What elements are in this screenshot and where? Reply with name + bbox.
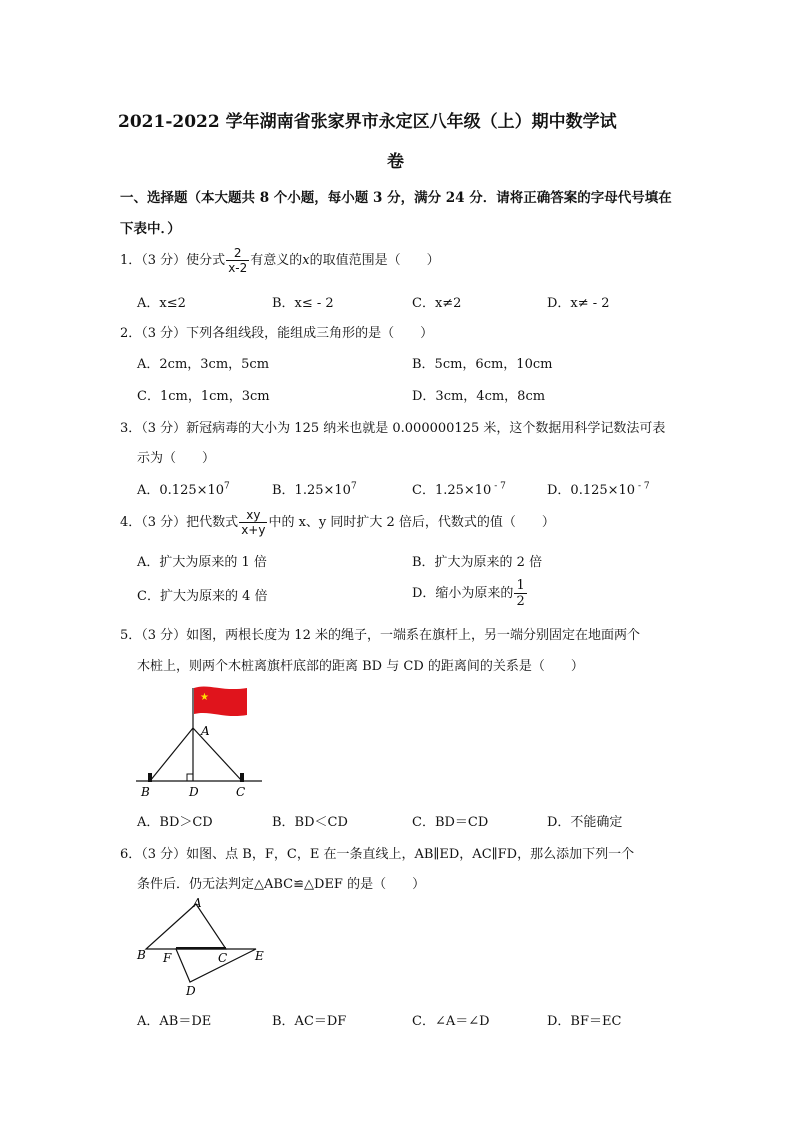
q6-option-d[interactable]: D．BF＝EC: [547, 1014, 622, 1029]
section-header-cont: 下表中．）: [120, 221, 181, 237]
question-3: 3．（3 分）新冠病毒的大小为 125 纳米也就是 0.000000125 米，这个数据用科学记数法可表: [120, 421, 666, 436]
q2-option-b[interactable]: B．5cm，6cm，10cm: [412, 357, 553, 372]
q5-option-b[interactable]: B．BD＜CD: [272, 815, 348, 830]
label-d: D: [186, 984, 196, 998]
q3-option-b-base: B．1.25×10: [272, 483, 351, 498]
q1-fraction: [226, 246, 249, 275]
label-c: C: [236, 785, 246, 799]
triangle-abc: [146, 904, 226, 949]
question-3-cont: 示为（ ）: [137, 451, 216, 466]
question-6-cont: 条件后．仍无法判定△ABC≌△DEF 的是（ ）: [137, 877, 426, 892]
label-b: B: [141, 785, 150, 799]
q5-option-c[interactable]: C．BD＝CD: [412, 815, 489, 830]
q1-fraction-den: x-2: [228, 261, 248, 275]
q1-var: x: [302, 253, 310, 268]
stake-c: [240, 773, 244, 782]
q1-suffix-a: 有意义的: [250, 253, 303, 268]
q4-d-den: 2: [516, 594, 525, 609]
q4-d-num: 1: [516, 578, 525, 593]
q2-option-c[interactable]: C．1cm，1cm，3cm: [137, 389, 270, 404]
label-c: C: [218, 951, 228, 965]
q3-option-d-exp: - 7: [635, 481, 650, 492]
q3-option-b[interactable]: [272, 479, 357, 498]
label-f: F: [163, 951, 172, 965]
q3-option-b-exp: 7: [350, 481, 357, 492]
question-5: 5．（3 分）如图，两根长度为 12 米的绳子，一端系在旗杆上，另一端分别固定在地面两个: [120, 628, 640, 643]
q6-option-a[interactable]: A．AB＝DE: [137, 1014, 212, 1029]
right-angle-mark: [187, 774, 193, 781]
q2-option-a[interactable]: A．2cm，3cm，5cm: [137, 357, 270, 372]
q3-option-a-exp: 7: [224, 481, 230, 492]
q6-option-c[interactable]: C．∠A＝∠D: [412, 1014, 490, 1029]
q5-option-a[interactable]: A．BD＞CD: [137, 815, 213, 830]
question-6: 6．（3 分）如图、点 B，F，C，E 在一条直线上，AB∥ED，AC∥FD，那么添加下列一个: [120, 847, 635, 862]
q1-prefix: 1．（3 分）使分式: [120, 253, 226, 268]
q1-option-c[interactable]: C．x≠2: [412, 296, 462, 311]
q4-option-d[interactable]: [412, 578, 528, 609]
q5-option-d[interactable]: D．不能确定: [547, 815, 623, 830]
q6-option-b[interactable]: B．AC＝DF: [272, 1014, 347, 1029]
q4-fraction-den: x+y: [241, 523, 266, 537]
q3-option-a[interactable]: [137, 479, 230, 498]
q1-suffix-b: 的取值范围是（ ）: [309, 253, 440, 268]
triangle-def: [176, 949, 256, 982]
q3-option-c-base: C．1.25×10: [412, 483, 492, 498]
question-4: [120, 508, 555, 537]
q3-option-c[interactable]: [412, 479, 506, 498]
q1-option-b[interactable]: B．x≤ - 2: [272, 296, 334, 311]
label-d: D: [189, 785, 199, 799]
flagpole-figure: [130, 680, 270, 802]
question-1: [120, 246, 440, 275]
question-2: 2．（3 分）下列各组线段，能组成三角形的是（ ）: [120, 326, 434, 341]
q4-option-c[interactable]: C．扩大为原来的 4 倍: [137, 589, 268, 604]
page-title: 2021-2022 学年湖南省张家界市永定区八年级（上）期中数学试: [118, 112, 617, 132]
section-header: 一、选择题（本大题共 8 个小题，每小题 3 分，满分 24 分．请将正确答案的字母代号填在: [120, 190, 672, 206]
label-a: A: [193, 896, 202, 910]
q3-option-a-base: A．0.125×10: [137, 483, 225, 498]
q4-suffix: 中的 x、y 同时扩大 2 倍后，代数式的值（ ）: [268, 515, 555, 530]
q4-prefix: 4．（3 分）把代数式: [120, 515, 239, 530]
q4-fraction-num: xy: [239, 508, 267, 523]
triangles-figure: [132, 894, 272, 1000]
q3-option-d[interactable]: [547, 479, 650, 498]
q1-option-d[interactable]: D．x≠ - 2: [547, 296, 610, 311]
q2-option-d[interactable]: D．3cm，4cm，8cm: [412, 389, 546, 404]
q1-option-a[interactable]: A．x≤2: [137, 296, 186, 311]
q4-option-d-text: D．缩小为原来的: [412, 586, 514, 601]
q1-fraction-num: 2: [226, 246, 249, 261]
stake-b: [148, 773, 152, 782]
label-b: B: [137, 948, 146, 962]
q4-option-a[interactable]: A．扩大为原来的 1 倍: [137, 555, 267, 570]
q4-option-b[interactable]: B．扩大为原来的 2 倍: [412, 555, 543, 570]
q4-option-d-fraction: [514, 578, 526, 609]
label-a: A: [201, 724, 210, 738]
q3-option-d-base: D．0.125×10: [547, 483, 636, 498]
question-5-cont: 木桩上，则两个木桩离旗杆底部的距离 BD 与 CD 的距离间的关系是（ ）: [137, 659, 584, 674]
q3-option-c-exp: - 7: [491, 481, 506, 492]
flag-star-icon: ★: [200, 692, 209, 703]
page-title-cont: 卷: [387, 152, 404, 172]
label-e: E: [255, 949, 264, 963]
q4-fraction: [239, 508, 267, 537]
rope-ab: [150, 728, 193, 781]
